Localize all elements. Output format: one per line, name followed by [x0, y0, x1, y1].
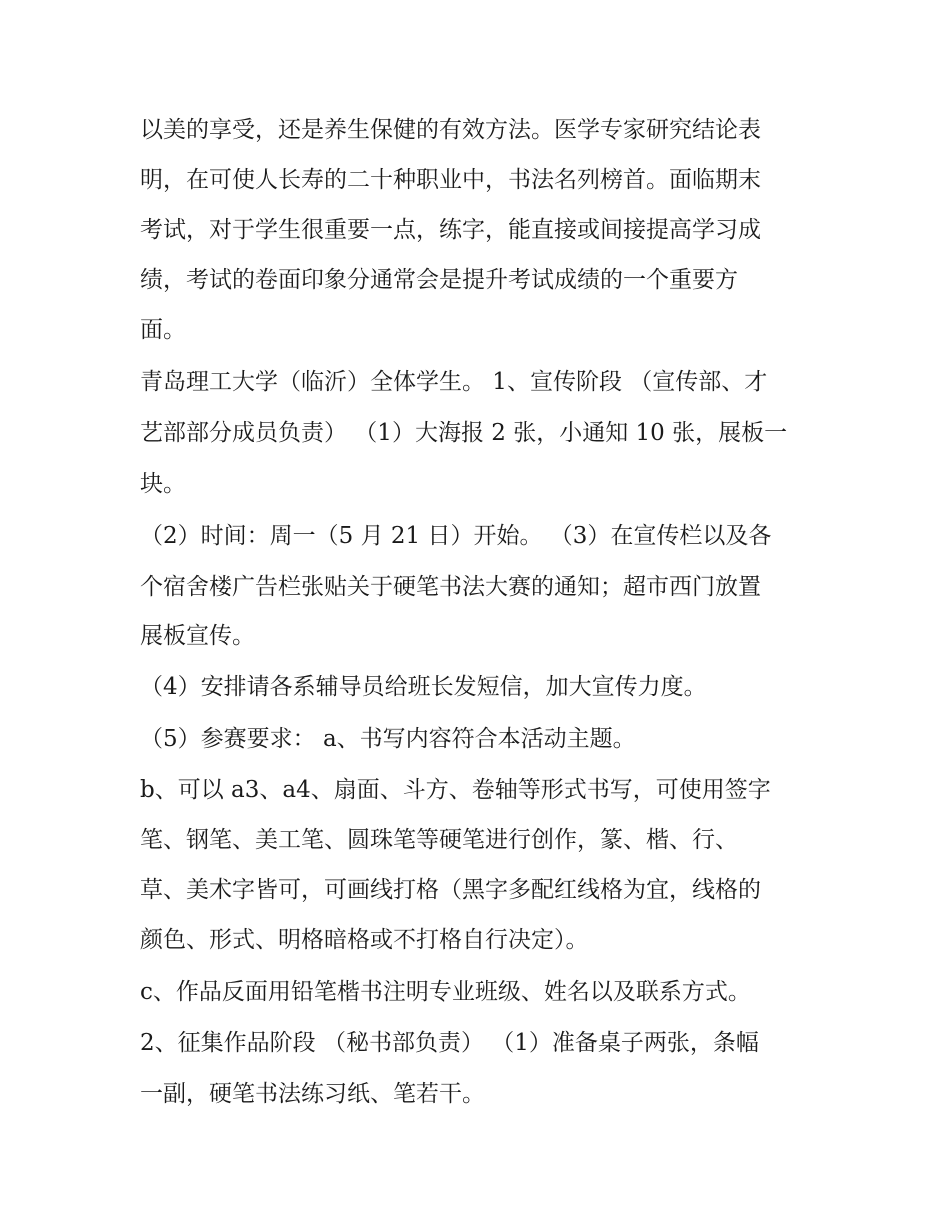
text-line: c、作品反面用铅笔楷书注明专业班级、姓名以及联系方式。 — [140, 979, 751, 1005]
text-line: （4）安排请各系辅导员给班长发短信，加大宣传力度。 — [140, 674, 707, 700]
text-line: 颜色、形式、明格暗格或不打格自行决定）。 — [140, 927, 589, 953]
text-line: 块。 — [140, 471, 186, 497]
text-line: 一副，硬笔书法练习纸、笔若干。 — [140, 1081, 485, 1107]
text-line: （2）时间：周一（5 月 21 日）开始。 （3）在宣传栏以及各 — [140, 523, 772, 549]
text-line: 笔、钢笔、美工笔、圆珠笔等硬笔进行创作，篆、楷、行、 — [140, 827, 738, 853]
text-line: 个宿舍楼广告栏张贴关于硬笔书法大赛的通知；超市西门放置 — [140, 574, 761, 600]
text-line: 面。 — [140, 317, 186, 343]
text-line: 考试，对于学生很重要一点，练字，能直接或间接提高学习成 — [140, 217, 761, 243]
text-line: （5）参赛要求： a、书写内容符合本活动主题。 — [140, 726, 636, 752]
text-line: 绩，考试的卷面印象分通常会是提升考试成绩的一个重要方 — [140, 267, 738, 293]
text-line: 2、征集作品阶段 （秘书部负责） （1）准备桌子两张，条幅 — [140, 1030, 759, 1056]
text-line: 艺部部分成员负责） （1）大海报 2 张，小通知 10 张，展板一 — [140, 420, 788, 446]
text-line: b、可以 a3、a4、扇面、斗方、卷轴等形式书写，可使用签字 — [140, 777, 771, 803]
text-line: 展板宣传。 — [140, 623, 255, 649]
text-line: 以美的享受，还是养生保健的有效方法。医学专家研究结论表 — [140, 117, 761, 143]
text-line: 明，在可使人长寿的二十种职业中，书法名列榜首。面临期末 — [140, 167, 761, 193]
text-line: 草、美术字皆可，可画线打格（黑字多配红线格为宜，线格的 — [140, 877, 761, 903]
text-line: 青岛理工大学（临沂）全体学生。 1、宣传阶段 （宣传部、才 — [140, 369, 768, 395]
